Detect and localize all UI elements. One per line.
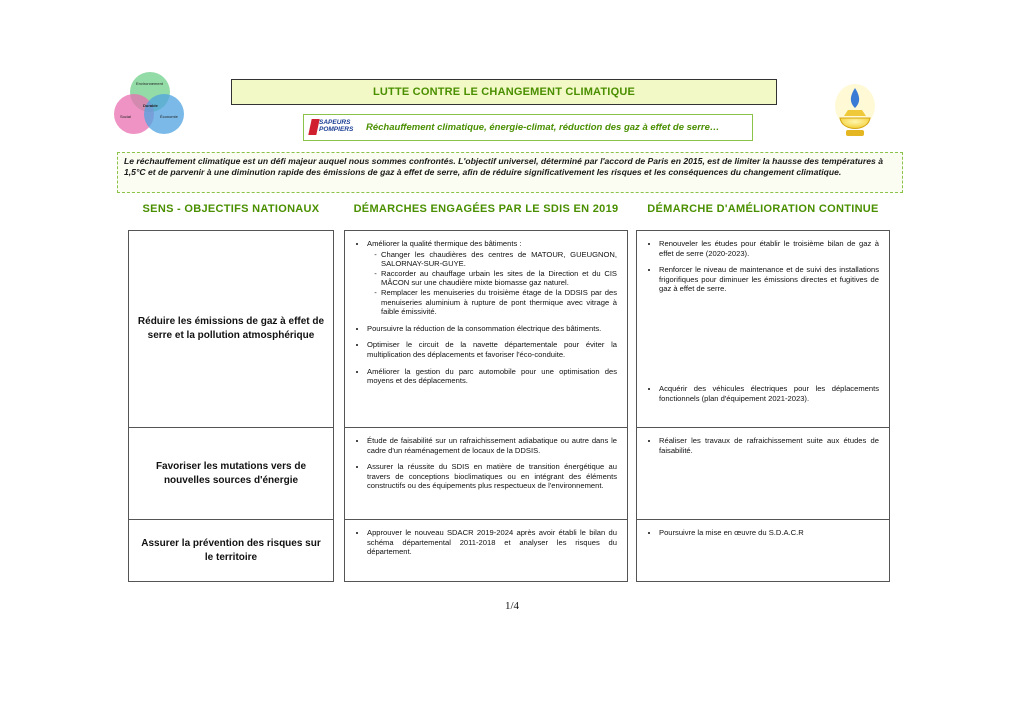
venn-label-economy: Économie	[160, 114, 178, 119]
list-item	[367, 239, 617, 317]
list-item: • Renforcer le niveau de maintenance et de suivi des installations frigorifiques pour diminuer les émissions directes et fugitives de gaz à effet de serre.	[659, 265, 879, 294]
column-header-improvement: DÉMARCHE D'AMÉLIORATION CONTINUE	[647, 203, 879, 215]
venn-label-environment: Environnement	[136, 81, 163, 86]
venn-label-social: Social	[120, 114, 131, 119]
subtitle: Réchauffement climatique, énergie-climat, réduction des gaz à effet de serre…	[366, 122, 720, 133]
row1-improvements	[636, 230, 890, 428]
list-item: • Optimiser le circuit de la navette départementale pour éviter la multiplication des déplacements et favoriser l'éco-conduite.	[367, 340, 617, 359]
venn-label-durable: Durable	[143, 103, 158, 108]
subtitle-box	[303, 114, 753, 141]
intro-paragraph: Le réchauffement climatique est un défi majeur auquel nous sommes confrontés. L'objectif universel, déterminé par l'accord de Paris en 2015, est de limiter la hausse des températures à 1,5°C et de parvenir à une diminution rapide des émissions de gaz à effet de serre, afin de réduire significativement les risques et les conséquences du changement climatique.	[117, 152, 903, 193]
list-item: • Assurer la réussite du SDIS en matière de transition énergétique au travers de conceptions bioclimatiques ou en intégrant des éléments constructifs ou des équipements plus respectueux de l'environnement.	[367, 462, 617, 491]
row3-actions	[344, 519, 628, 582]
list-item: • Améliorer la gestion du parc automobile pour une optimisation des moyens et des déplacements.	[367, 367, 617, 386]
column-header-objectives: SENS - OBJECTIFS NATIONAUX	[142, 203, 320, 215]
list-item: • Réaliser les travaux de rafraichissement suite aux études de faisabilité.	[659, 436, 879, 455]
list-item: • Approuver le nouveau SDACR 2019-2024 après avoir établi le bilan du schéma départemental 2011-2018 et analyser les risques du département.	[367, 528, 617, 557]
row3-objective	[128, 519, 334, 582]
list-item: • Étude de faisabilité sur un rafraichissement adiabatique ou autre dans le cadre d'un réaménagement de locaux de la DDSIS.	[367, 436, 617, 455]
logo-text-pompiers: POMPIERS	[319, 126, 354, 133]
flame-emblem-icon	[832, 80, 878, 142]
list-item: • Poursuivre la mise en œuvre du S.D.A.C.R	[659, 528, 879, 538]
action-text: Améliorer la qualité thermique des bâtiments :	[367, 239, 522, 248]
list-item: - Raccorder au chauffage urbain les sites de la Direction et du CIS MÂCON sur une chaudière mixte biomasse gaz naturel.	[381, 269, 617, 288]
column-header-actions: DÉMARCHES ENGAGÉES PAR LE SDIS EN 2019	[353, 203, 619, 215]
sapeurs-pompiers-logo	[306, 116, 354, 139]
row2-objective	[128, 427, 334, 520]
page-title: LUTTE CONTRE LE CHANGEMENT CLIMATIQUE	[372, 86, 636, 98]
list-item: • Poursuivre la réduction de la consommation électrique des bâtiments.	[367, 324, 617, 334]
row3-improvements	[636, 519, 890, 582]
row1-actions	[344, 230, 628, 428]
list-item: • Acquérir des véhicules électriques pour les déplacements fonctionnels (plan d'équipement 2021-2023).	[659, 384, 879, 403]
objective-text: Favoriser les mutations vers de nouvelles sources d'énergie	[155, 460, 307, 486]
list-item: • Renouveler les études pour établir le troisième bilan de gaz à effet de serre (2020-2023).	[659, 239, 879, 258]
sustainability-venn-logo	[112, 70, 188, 136]
page-title-box	[231, 79, 777, 105]
list-item: - Changer les chaudières des centres de MATOUR, GUEUGNON, SALORNAY-SUR-GUYE.	[381, 250, 617, 269]
row2-actions	[344, 427, 628, 520]
list-item: - Remplacer les menuiseries du troisième étage de la DDSIS par des menuiseries aluminium à rupture de pont thermique avec vitrage à faible émissivité.	[381, 288, 617, 317]
row2-improvements	[636, 427, 890, 520]
objective-text: Réduire les émissions de gaz à effet de serre et la pollution atmosphérique	[137, 316, 325, 341]
logo-text-sapeurs: SAPEURS	[319, 119, 351, 126]
objective-text: Assurer la prévention des risques sur le territoire	[141, 537, 321, 563]
page-number: 1/4	[504, 600, 520, 612]
row1-objective	[128, 230, 334, 428]
